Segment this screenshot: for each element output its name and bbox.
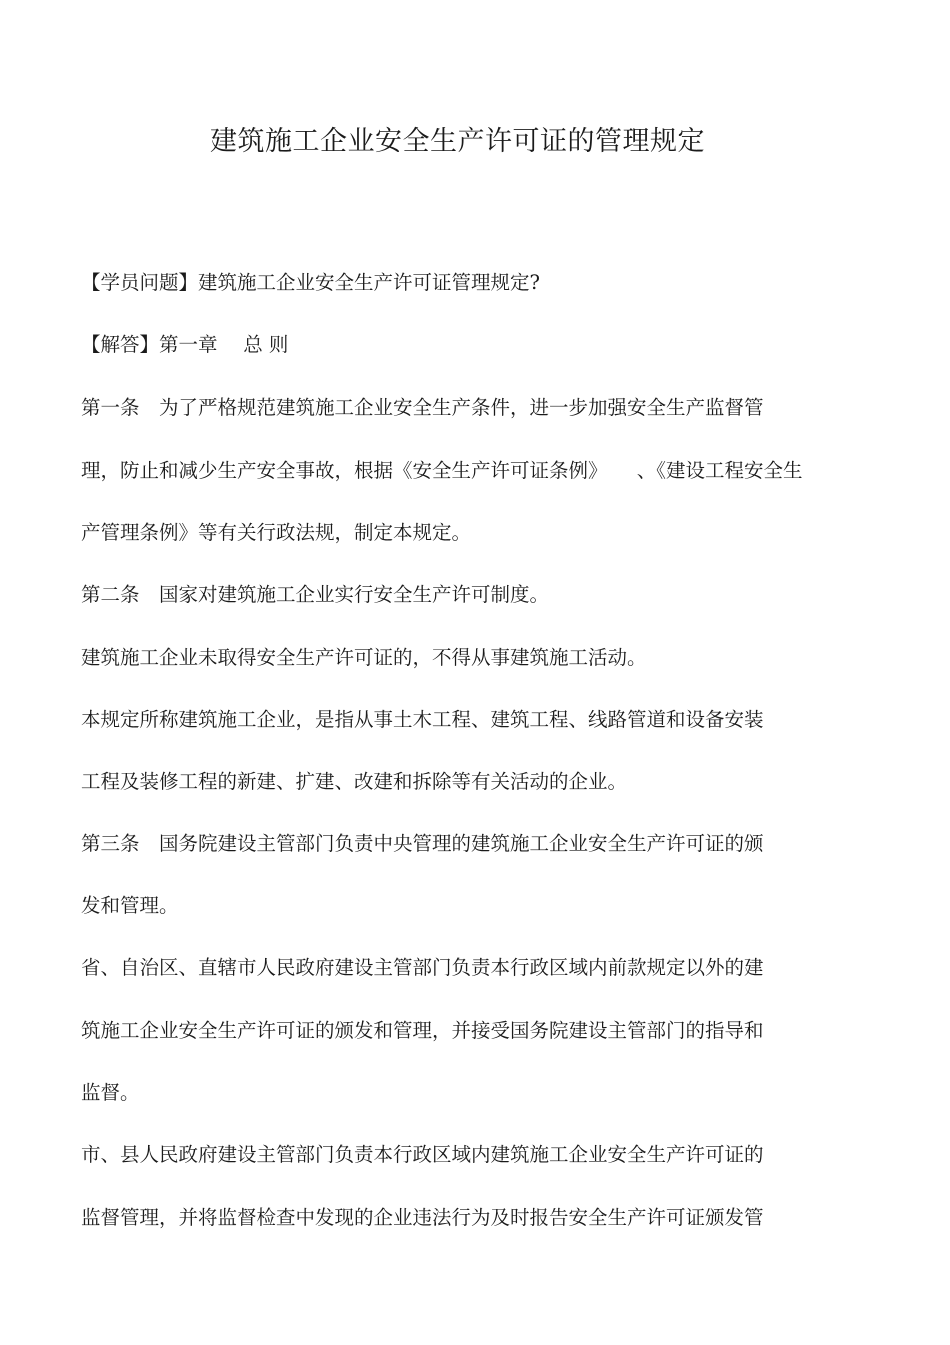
text-line: 建筑施工企业未取得安全生产许可证的，不得从事建筑施工活动。 [81, 646, 647, 669]
text-line: 产管理条例》等有关行政法规，制定本规定。 [81, 521, 472, 544]
text-line: 市、县人民政府建设主管部门负责本行政区域内建筑施工企业安全生产许可证的 [81, 1143, 764, 1166]
text-line: 发和管理。 [81, 894, 179, 917]
text-line: 工程及装修工程的新建、扩建、改建和拆除等有关活动的企业。 [81, 770, 628, 793]
text-line: 理，防止和减少生产安全事故，根据《安全生产许可证条例》 、《建设工程安全生 [81, 459, 803, 482]
text-line: 监督管理，并将监督检查中发现的企业违法行为及时报告安全生产许可证颁发管 [81, 1206, 764, 1229]
text-line: 【解答】第一章 总 则 [81, 333, 289, 356]
text-line: 筑施工企业安全生产许可证的颁发和管理，并接受国务院建设主管部门的指导和 [81, 1019, 764, 1042]
text-line: 第一条 为了严格规范建筑施工企业安全生产条件，进一步加强安全生产监督管 [81, 396, 764, 419]
text-line: 省、自治区、直辖市人民政府建设主管部门负责本行政区域内前款规定以外的建 [81, 956, 764, 979]
text-line: 本规定所称建筑施工企业，是指从事土木工程、建筑工程、线路管道和设备安装 [81, 708, 764, 731]
text-line: 【学员问题】建筑施工企业安全生产许可证管理规定? [81, 271, 540, 294]
text-line: 第三条 国务院建设主管部门负责中央管理的建筑施工企业安全生产许可证的颁 [81, 832, 764, 855]
document-title: 建筑施工企业安全生产许可证的管理规定 [210, 126, 705, 157]
text-line: 第二条 国家对建筑施工企业实行安全生产许可制度。 [81, 583, 550, 606]
text-line: 监督。 [81, 1081, 140, 1104]
